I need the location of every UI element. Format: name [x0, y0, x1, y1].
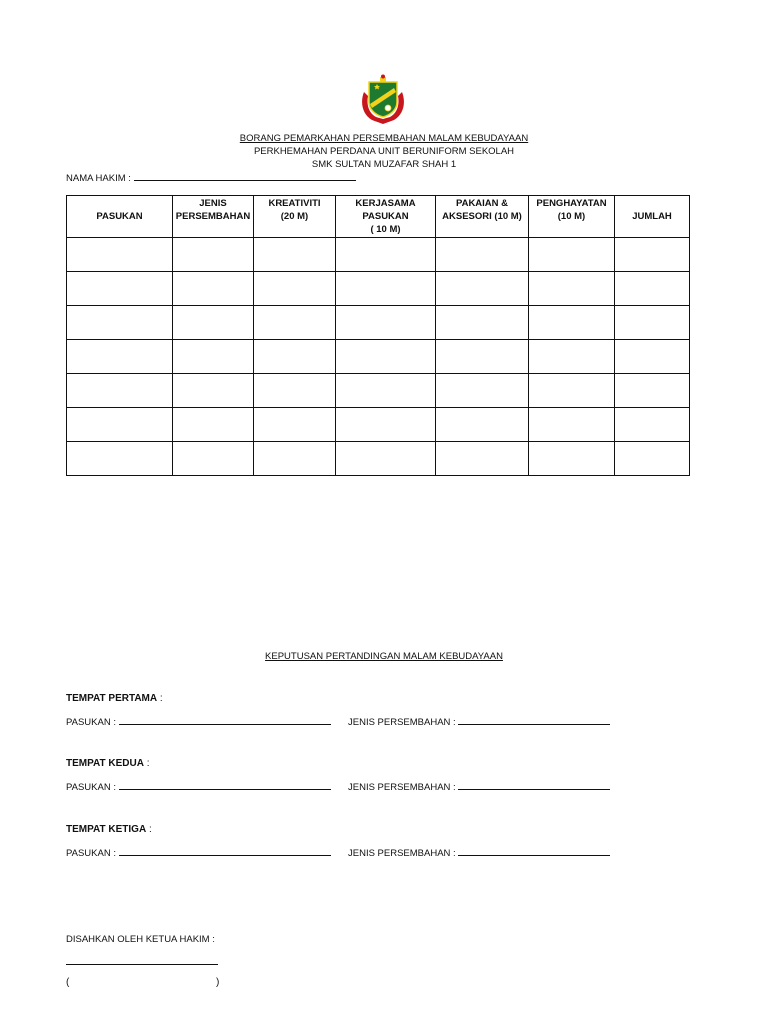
name-open-paren: ( — [66, 977, 70, 988]
header-text-line: JENIS — [199, 198, 227, 209]
judge-name-line[interactable] — [134, 171, 356, 181]
table-cell[interactable] — [254, 374, 336, 408]
header-kerjasama-pasukan — [336, 196, 436, 238]
table-cell[interactable] — [173, 442, 254, 476]
table-cell[interactable] — [173, 374, 254, 408]
table-cell[interactable] — [436, 340, 529, 374]
table-cell[interactable] — [436, 238, 529, 272]
name-close-paren: ) — [216, 977, 220, 988]
table-row — [67, 340, 690, 374]
table-cell[interactable] — [615, 442, 690, 476]
place-heading — [66, 824, 152, 835]
team-label: PASUKAN : — [66, 717, 116, 728]
table-row — [67, 306, 690, 340]
place-label: TEMPAT PERTAMA — [66, 693, 158, 704]
table-cell[interactable] — [67, 272, 173, 306]
table-row — [67, 374, 690, 408]
place-heading — [66, 693, 163, 704]
table-cell[interactable] — [436, 442, 529, 476]
table-cell[interactable] — [173, 272, 254, 306]
table-cell[interactable] — [529, 272, 615, 306]
table-header-row — [67, 196, 690, 238]
table-cell[interactable] — [615, 408, 690, 442]
table-cell[interactable] — [529, 306, 615, 340]
performance-type-field[interactable] — [348, 780, 610, 793]
performance-type-field[interactable] — [348, 846, 610, 859]
table-cell[interactable] — [336, 306, 436, 340]
table-cell[interactable] — [336, 340, 436, 374]
table-cell[interactable] — [615, 306, 690, 340]
table-row — [67, 272, 690, 306]
header-text-line: KREATIVITI — [268, 198, 321, 209]
table-cell[interactable] — [254, 238, 336, 272]
team-label: PASUKAN : — [66, 782, 116, 793]
table-cell[interactable] — [436, 374, 529, 408]
table-cell[interactable] — [173, 306, 254, 340]
place-colon: : — [143, 758, 150, 769]
header-pakaian-aksesori — [436, 196, 529, 238]
table-row — [67, 442, 690, 476]
table-cell[interactable] — [615, 340, 690, 374]
header-text-line: ( 10 M) — [370, 224, 401, 235]
table-cell[interactable] — [67, 442, 173, 476]
team-field[interactable] — [66, 715, 331, 728]
table-cell[interactable] — [67, 238, 173, 272]
performance-type-label: JENIS PERSEMBAHAN : — [348, 782, 456, 793]
table-cell[interactable] — [336, 408, 436, 442]
header-text-line: (10 M) — [557, 211, 586, 222]
table-cell[interactable] — [615, 272, 690, 306]
table-cell[interactable] — [436, 408, 529, 442]
table-row — [67, 408, 690, 442]
place-label: TEMPAT KEDUA — [66, 758, 144, 769]
team-field[interactable] — [66, 780, 331, 793]
table-cell[interactable] — [67, 340, 173, 374]
table-cell[interactable] — [529, 374, 615, 408]
header-text-line: KERJASAMA — [355, 198, 416, 209]
header-text-line: PAKAIAN & — [455, 198, 509, 209]
performance-type-line[interactable] — [458, 715, 610, 725]
header-text-line: JUMLAH — [632, 211, 672, 222]
table-cell[interactable] — [67, 374, 173, 408]
place-colon: : — [146, 824, 152, 835]
performance-type-field[interactable] — [348, 715, 610, 728]
header-penghayatan — [529, 196, 615, 238]
header-jenis-persembahan — [173, 196, 254, 238]
performance-type-line[interactable] — [458, 846, 610, 856]
chief-judge-signature-line[interactable] — [66, 954, 218, 965]
table-cell[interactable] — [336, 272, 436, 306]
table-cell[interactable] — [173, 340, 254, 374]
table-cell[interactable] — [529, 340, 615, 374]
header-text-line: (20 M) — [280, 211, 309, 222]
table-cell[interactable] — [254, 306, 336, 340]
judge-name-field[interactable] — [66, 171, 356, 184]
school-name: SMK SULTAN MUZAFAR SHAH 1 — [311, 159, 457, 170]
event-title: PERKHEMAHAN PERDANA UNIT BERUNIFORM SEKOLAH — [253, 146, 515, 157]
table-cell[interactable] — [336, 238, 436, 272]
table-cell[interactable] — [254, 442, 336, 476]
table-cell[interactable] — [173, 238, 254, 272]
header-kreativiti — [254, 196, 336, 238]
team-line[interactable] — [119, 846, 331, 856]
table-cell[interactable] — [615, 374, 690, 408]
performance-type-label: JENIS PERSEMBAHAN : — [348, 717, 456, 728]
team-label: PASUKAN : — [66, 848, 116, 859]
school-crest-logo — [358, 74, 408, 126]
team-field[interactable] — [66, 846, 331, 859]
team-line[interactable] — [119, 715, 331, 725]
header-jumlah — [615, 196, 690, 238]
table-cell[interactable] — [254, 408, 336, 442]
table-cell[interactable] — [254, 272, 336, 306]
team-line[interactable] — [119, 780, 331, 790]
table-cell[interactable] — [615, 238, 690, 272]
header-text-line: AKSESORI (10 M) — [442, 211, 522, 222]
table-cell[interactable] — [436, 272, 529, 306]
table-cell[interactable] — [529, 408, 615, 442]
scoring-table — [66, 195, 690, 476]
header-text-line: PASUKAN — [96, 211, 143, 222]
table-row — [67, 238, 690, 272]
header-text-line: PASUKAN — [362, 211, 409, 222]
header-pasukan — [67, 196, 173, 238]
table-cell[interactable] — [529, 238, 615, 272]
place-label: TEMPAT KETIGA — [66, 824, 147, 835]
table-cell[interactable] — [336, 374, 436, 408]
results-title: KEPUTUSAN PERTANDINGAN MALAM KEBUDAYAAN — [265, 651, 503, 662]
judge-name-label: NAMA HAKIM : — [66, 173, 131, 184]
table-cell[interactable] — [254, 340, 336, 374]
table-cell[interactable] — [67, 306, 173, 340]
approval-label: DISAHKAN OLEH KETUA HAKIM : — [66, 934, 215, 945]
table-cell[interactable] — [67, 408, 173, 442]
table-cell[interactable] — [436, 306, 529, 340]
header-text-line: PERSEMBAHAN — [175, 211, 251, 222]
table-cell[interactable] — [529, 442, 615, 476]
performance-type-label: JENIS PERSEMBAHAN : — [348, 848, 456, 859]
header-text-line: PENGHAYATAN — [536, 198, 607, 209]
place-heading — [66, 758, 150, 769]
performance-type-line[interactable] — [458, 780, 610, 790]
place-colon: : — [157, 693, 163, 704]
table-cell[interactable] — [336, 442, 436, 476]
form-title: BORANG PEMARKAHAN PERSEMBAHAN MALAM KEBUDAYAAN — [239, 133, 529, 144]
table-cell[interactable] — [173, 408, 254, 442]
